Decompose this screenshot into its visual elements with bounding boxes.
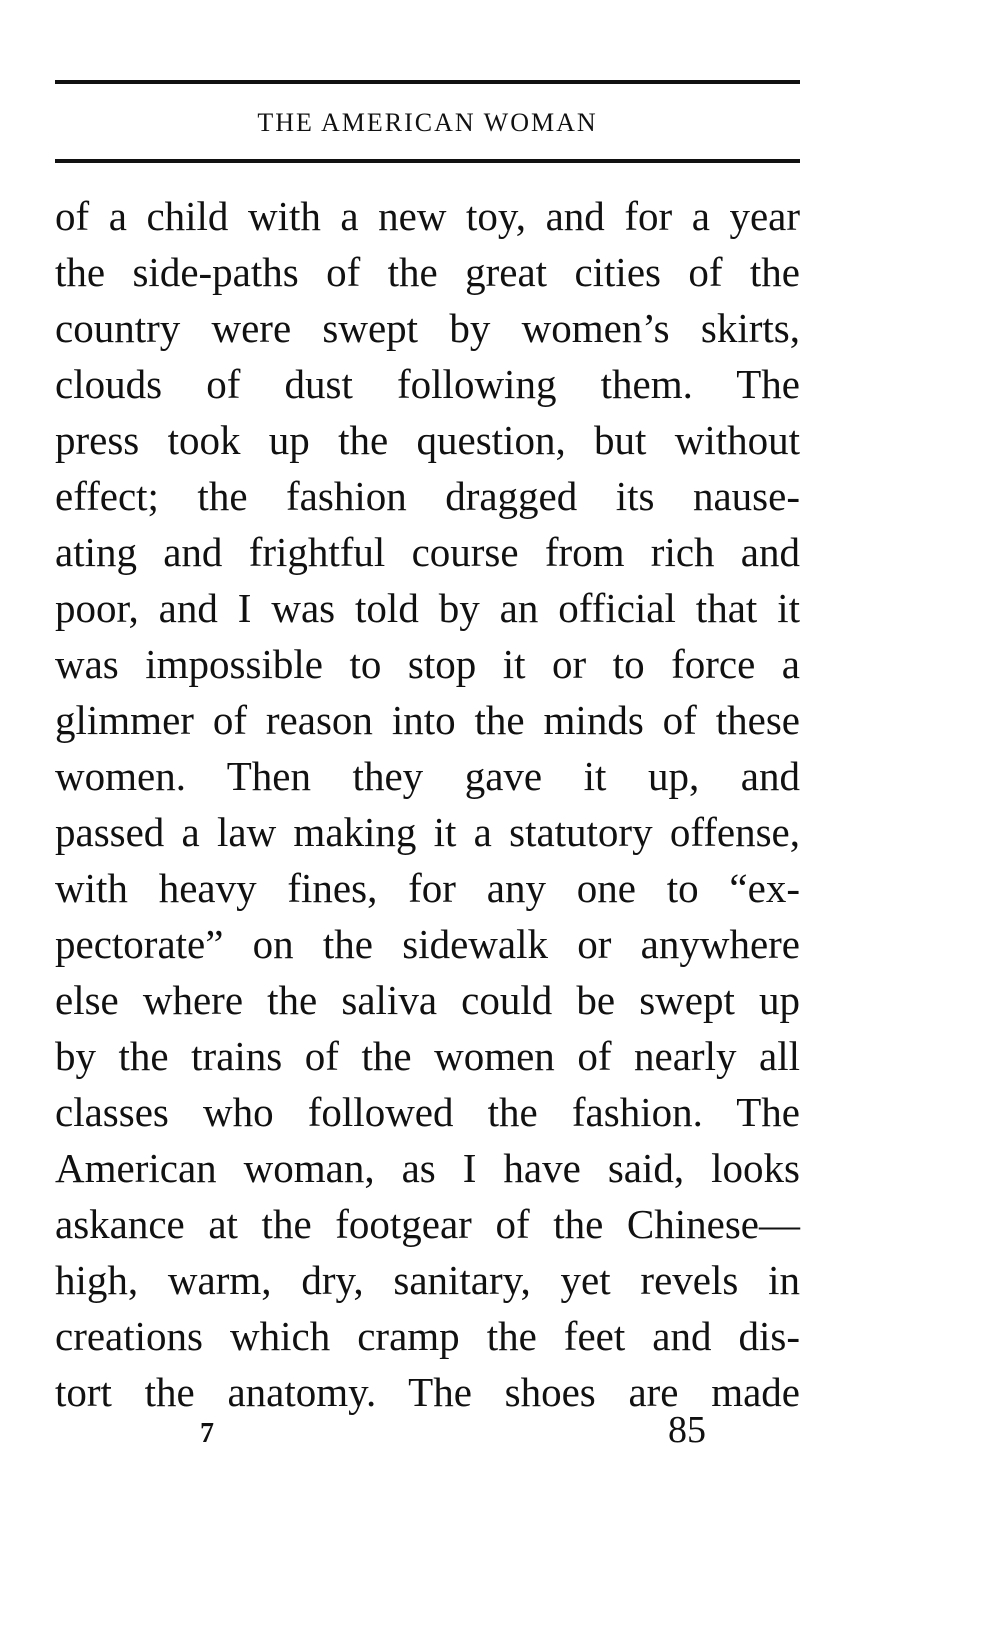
text-line: press took up the question, but without [55,417,800,463]
text-line: pectorate” on the sidewalk or anywhere [55,921,800,967]
text-line: country were swept by women’s skirts, [55,305,800,351]
text-line: with heavy fines, for any one to “ex- [55,865,800,911]
running-head: THE AMERICAN WOMAN [257,108,598,137]
text-line: of a child with a new toy, and for a year [55,193,800,239]
text-line: classes who followed the fashion. The [55,1089,800,1135]
text-line: clouds of dust following them. The [55,361,800,407]
header-rule-top [55,80,800,84]
body-text [55,188,800,1420]
page-number: 85 [668,1409,706,1451]
text-line: tort the anatomy. The shoes are made [55,1369,800,1415]
text-line: creations which cramp the feet and dis- [55,1313,800,1359]
text-line: passed a law making it a statutory offense, [55,809,800,855]
text-line: the side-paths of the great cities of the [55,249,800,295]
header-rule-bottom [55,159,800,163]
text-line: ating and frightful course from rich and [55,529,800,575]
text-line: askance at the footgear of the Chinese— [55,1201,800,1247]
text-line: poor, and I was told by an official that it [55,585,800,631]
signature-mark: 7 [200,1418,214,1449]
text-line: American woman, as I have said, looks [55,1145,800,1191]
text-line: women. Then they gave it up, and [55,753,800,799]
text-line: was impossible to stop it or to force a [55,641,800,687]
text-line: high, warm, dry, sanitary, yet revels in [55,1257,800,1303]
text-line: by the trains of the women of nearly all [55,1033,800,1079]
text-line: else where the saliva could be swept up [55,977,800,1023]
text-line: glimmer of reason into the minds of these [55,697,800,743]
text-line: effect; the fashion dragged its nause- [55,473,800,519]
